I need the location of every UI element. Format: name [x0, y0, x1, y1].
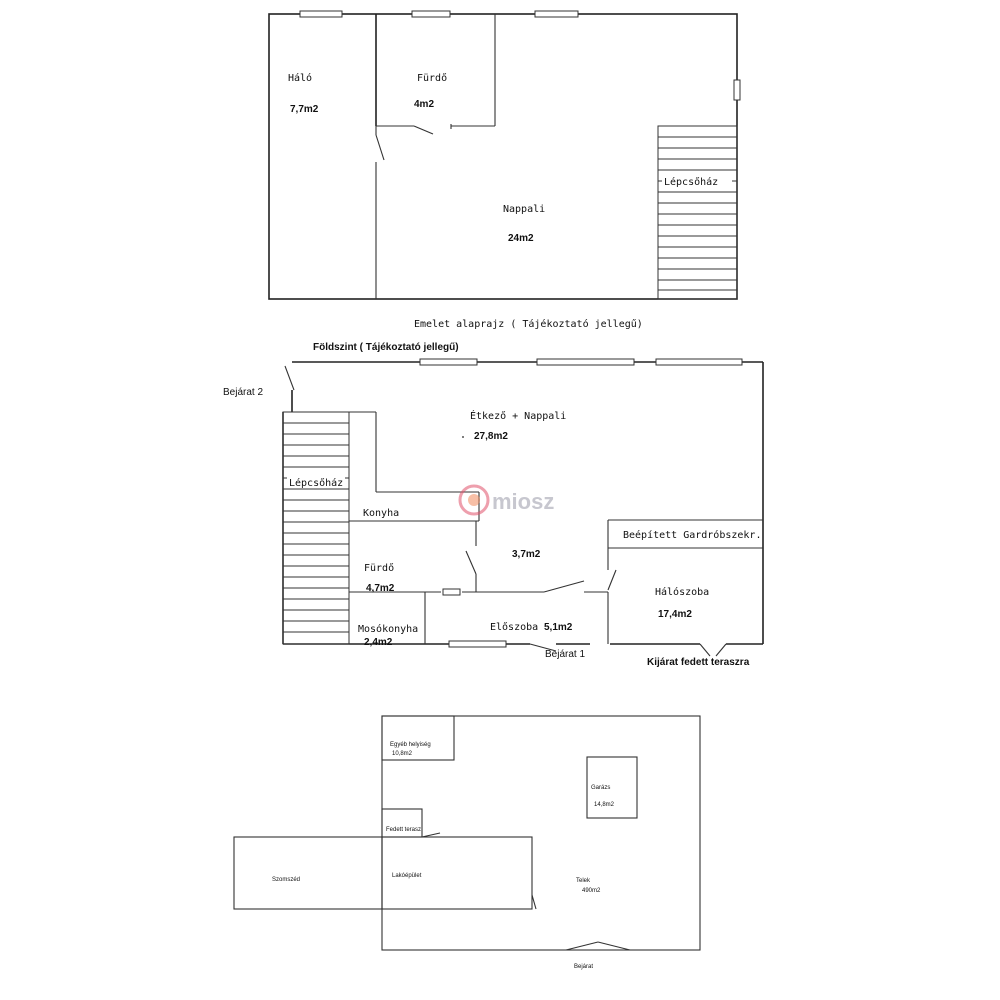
room-area-halo: 7,7m2	[290, 104, 319, 115]
room-label-upper-lepcsohaz: Lépcsőház	[664, 177, 719, 188]
room-area-garazs: 14,8m2	[594, 802, 615, 808]
room-label-furdo: Fürdő	[417, 73, 448, 84]
upper-staircase	[658, 126, 737, 299]
room-label-garazs: Garázs	[591, 785, 611, 791]
room-label-ground-lepcsohaz: Lépcsőház	[289, 478, 344, 489]
site-door	[422, 833, 440, 837]
terrace-exit-label: Kijárat fedett teraszra	[647, 657, 750, 668]
entrance-2-door	[285, 366, 294, 390]
upper-floor-caption: Emelet alaprajz ( Tájékoztató jellegű)	[414, 319, 643, 330]
room-label-egyeb: Egyéb helyiség	[390, 742, 431, 748]
ground-window	[449, 641, 506, 647]
upper-window	[412, 11, 450, 17]
site-entrance-label: Bejárat	[574, 964, 594, 970]
room-label-lakoepulet: Lakóépület	[392, 873, 422, 879]
room-area-furdo: 4m2	[414, 99, 435, 110]
room-label-konyha: Konyha	[363, 508, 400, 519]
upper-outer-wall	[269, 14, 737, 299]
watermark-logo	[460, 486, 554, 514]
room-label-eloszoba: Előszoba	[490, 622, 539, 633]
room-area-eloszoba: 5,1m2	[544, 622, 573, 633]
ground-window	[420, 359, 477, 365]
upper-window	[734, 80, 740, 100]
room-label-etkezo: Étkező + Nappali	[470, 411, 567, 422]
ground-staircase	[283, 412, 349, 644]
upper-floor-plan	[269, 11, 740, 330]
room-label-ground-furdo: Fürdő	[364, 563, 395, 574]
room-area-konyha: 3,7m2	[512, 549, 541, 560]
room-area-egyeb: 10,8m2	[392, 751, 413, 757]
watermark-dot	[468, 494, 480, 506]
gate	[566, 942, 598, 950]
upper-door	[414, 126, 433, 134]
bathroom-door	[466, 551, 476, 574]
hall-door	[544, 581, 584, 592]
watermark-text: miosz	[492, 489, 555, 514]
ground-window	[537, 359, 634, 365]
bedroom-door	[608, 570, 616, 590]
upper-window	[535, 11, 578, 17]
ground-floor-caption: Földszint ( Tájékoztató jellegű)	[313, 342, 459, 353]
room-label-szomszed: Szomszéd	[272, 877, 301, 883]
room-area-nappali: 24m2	[508, 233, 534, 244]
room-label-gardrob: Beépített Gardróbszekr.	[623, 530, 762, 541]
room-area-ground-furdo: 4,7m2	[366, 583, 395, 594]
szomszed-box	[234, 837, 382, 909]
room-label-halo: Háló	[288, 73, 313, 84]
room-label-fedett-terasz: Fedett terasz	[386, 827, 422, 833]
site-boundary	[382, 716, 700, 950]
room-label-nappali: Nappali	[503, 204, 546, 215]
room-area-haloszoba: 17,4m2	[658, 609, 692, 620]
ground-window	[656, 359, 742, 365]
terrace-door	[716, 644, 726, 656]
marker-dot	[462, 436, 464, 438]
bathroom-window	[443, 589, 460, 595]
upper-window	[300, 11, 342, 17]
entrance-2-label: Bejárat 2	[223, 387, 264, 398]
entrance-1-label: Bejárat 1	[545, 649, 586, 660]
upper-door	[376, 135, 384, 160]
site-door	[532, 895, 536, 909]
terrace-door	[700, 644, 710, 656]
gate	[598, 942, 630, 950]
room-label-haloszoba: Hálószoba	[655, 587, 710, 598]
room-area-etkezo: 27,8m2	[474, 431, 508, 442]
room-area-mosokonyha: 2,4m2	[364, 637, 393, 648]
room-area-telek: 490m2	[582, 888, 601, 894]
room-label-telek: Telek	[576, 878, 591, 884]
site-plan	[234, 716, 700, 970]
room-label-mosokonyha: Mosókonyha	[358, 624, 419, 635]
